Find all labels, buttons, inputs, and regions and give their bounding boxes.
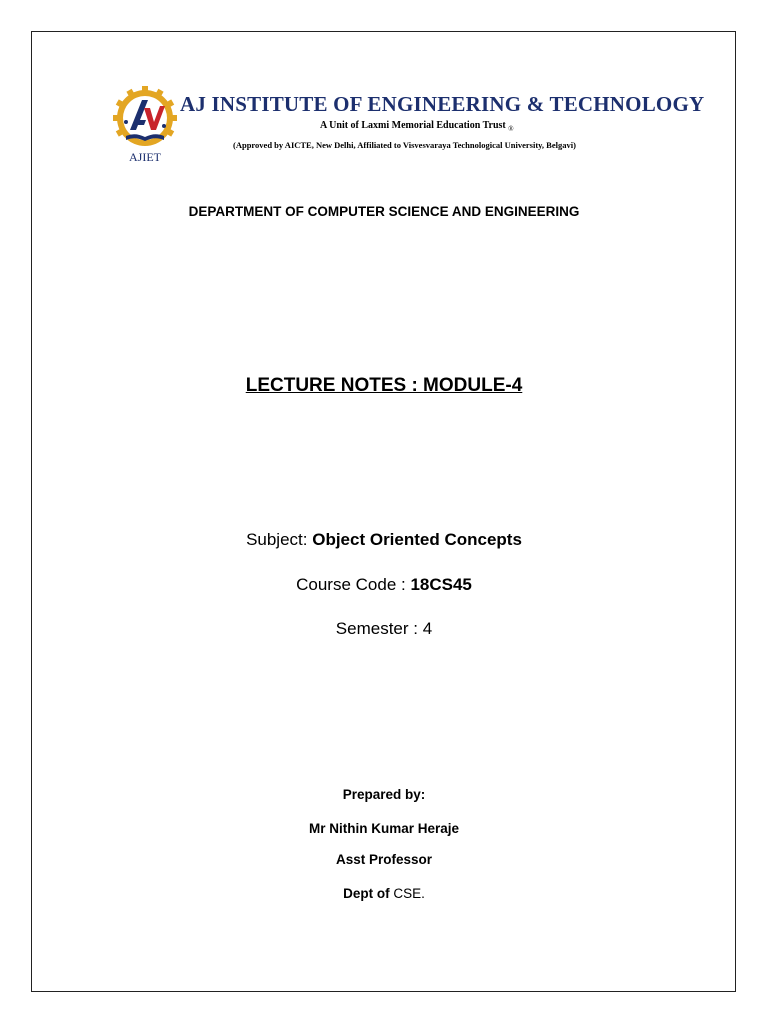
subject-value: Object Oriented Concepts <box>312 530 522 549</box>
semester-line <box>0 619 768 639</box>
registered-mark: ® <box>508 125 514 133</box>
document-title <box>0 375 768 397</box>
ajiet-logo <box>104 84 186 166</box>
trust-text: A Unit of Laxmi Memorial Education Trust <box>320 120 506 131</box>
institute-name: AJ INSTITUTE OF ENGINEERING & TECHNOLOGY <box>180 92 705 116</box>
prepared-by-label: Prepared by: <box>342 787 426 802</box>
svg-text:AJIET: AJIET <box>129 150 161 164</box>
course-code-value: 18CS45 <box>410 575 472 594</box>
author-dept-value: CSE. <box>393 886 425 901</box>
author-dept <box>0 886 768 901</box>
author-role: Asst Professor <box>335 852 433 867</box>
page-border <box>31 31 736 992</box>
department-heading: DEPARTMENT OF COMPUTER SCIENCE AND ENGINEERING <box>188 204 580 219</box>
course-code-label: Course Code : <box>296 575 411 594</box>
subject-label: Subject: <box>246 530 313 549</box>
subject-line <box>0 530 768 550</box>
logo-emblem-icon <box>104 84 186 166</box>
title-text: LECTURE NOTES : MODULE-4 <box>245 375 523 396</box>
course-code-line <box>0 575 768 595</box>
trust-line <box>320 120 514 133</box>
semester-value: 4 <box>422 619 433 638</box>
author-dept-prefix: Dept of <box>343 886 394 901</box>
institute-header <box>100 84 705 174</box>
author-name: Mr Nithin Kumar Heraje <box>308 821 460 836</box>
semester-label: Semester : <box>335 619 423 638</box>
approval-line: (Approved by AICTE, New Delhi, Affiliated to Visvesvaraya Technological University, Belgavi) <box>233 140 576 150</box>
